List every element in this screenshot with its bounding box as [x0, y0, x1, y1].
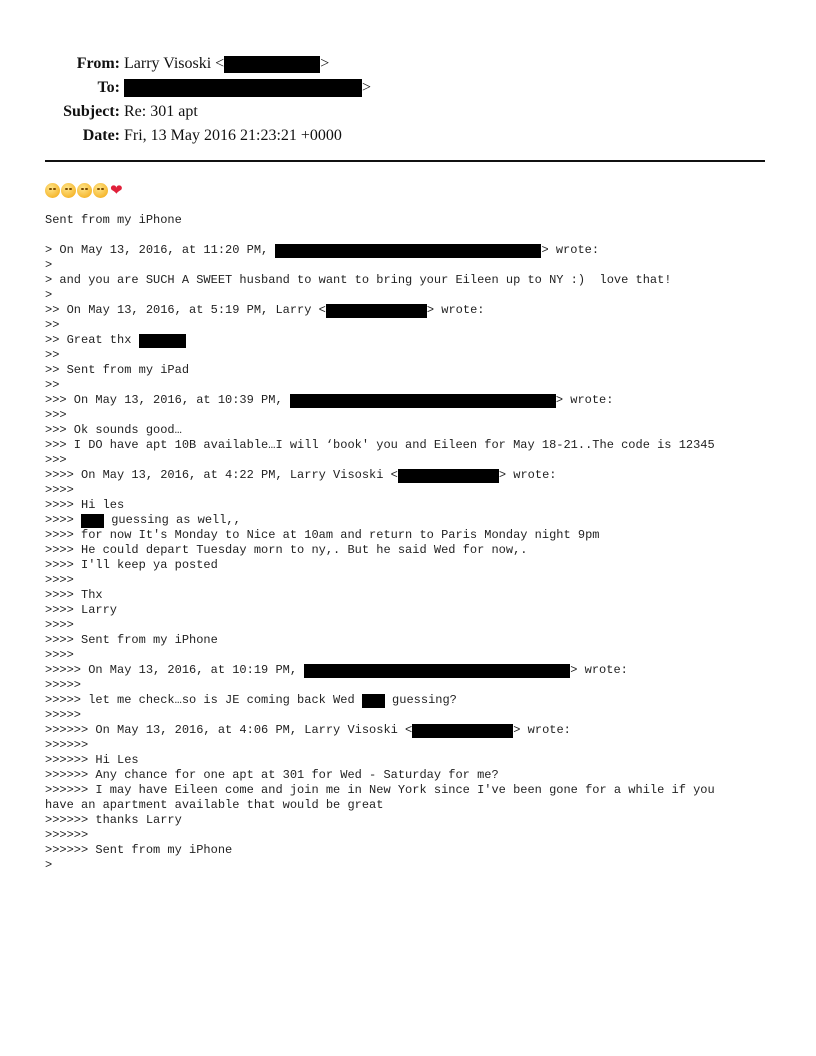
name-redaction	[81, 514, 104, 528]
name-redaction	[139, 334, 186, 348]
body-line: >>>>	[45, 648, 74, 662]
body-line: >>>>> On May 13, 2016, at 10:19 PM, > wrote:	[45, 663, 628, 677]
body-line: >>>>>> Sent from my iPhone	[45, 843, 233, 857]
from-close-bracket: >	[320, 55, 330, 72]
body-line: >>>>	[45, 618, 74, 632]
subject-value: Re: 301 apt	[124, 103, 198, 120]
body-line: >>>>>>	[45, 738, 89, 752]
body-line: >>>>>> thanks Larry	[45, 813, 182, 827]
body-line: >> Great thx	[45, 333, 715, 348]
body-line: >>>> Larry	[45, 603, 118, 617]
body-line: >>>>>> I may have Eileen come and join me in New York since I've been gone for a while if you	[45, 783, 715, 797]
body-line: >>>>	[45, 483, 74, 497]
body-line: > On May 13, 2016, at 11:20 PM, > wrote:	[45, 243, 600, 257]
subject-row	[0, 100, 371, 124]
to-row	[0, 76, 371, 100]
email-redaction	[412, 724, 513, 738]
body-line: >>>> I'll keep ya posted	[45, 558, 218, 572]
body-line: >>>> On May 13, 2016, at 4:22 PM, Larry Visoski < > wrote:	[45, 468, 557, 482]
sender-redaction	[304, 664, 570, 678]
body-line: >>>> Thx	[45, 588, 103, 602]
from-row	[0, 52, 371, 76]
name-redaction	[362, 694, 385, 708]
body-line: >	[45, 288, 53, 302]
body-line: >>> Ok sounds good…	[45, 423, 182, 437]
email-redaction	[398, 469, 499, 483]
body-line: >>>>	[45, 573, 74, 587]
body-line: >>> I DO have apt 10B available…I will ‘book' you and Eileen for May 18-21..The code is 12345	[45, 438, 715, 452]
grinning-face-icon	[77, 183, 92, 198]
sender-redaction	[275, 244, 541, 258]
body-line: >>> On May 13, 2016, at 10:39 PM, > wrote:	[45, 393, 614, 407]
grinning-face-icon	[45, 183, 60, 198]
sender-redaction	[290, 394, 556, 408]
body-line: >>>	[45, 408, 67, 422]
date-row	[0, 124, 371, 148]
body-line: >>>> Hi les	[45, 498, 125, 512]
body-line: >>>> for now It's Monday to Nice at 10am and return to Paris Monday night 9pm	[45, 528, 600, 542]
to-recipient-redaction	[124, 79, 362, 97]
body-line: >>	[45, 318, 60, 332]
body-line: >	[45, 858, 53, 872]
subject-label: Subject:	[63, 103, 120, 120]
grinning-face-icon	[93, 183, 108, 198]
email-header	[0, 52, 371, 148]
body-line: >>>>>> Any chance for one apt at 301 for Wed - Saturday for me?	[45, 768, 499, 782]
date-label: Date:	[82, 127, 120, 144]
body-line: >> Sent from my iPad	[45, 363, 190, 377]
body-line: >>>> Sent from my iPhone	[45, 633, 218, 647]
body-line: >>>>>> Hi Les	[45, 753, 139, 767]
header-divider	[45, 160, 765, 162]
body-line: >>	[45, 348, 60, 362]
to-label: To:	[97, 79, 120, 96]
body-line	[45, 228, 715, 243]
body-line: >> On May 13, 2016, at 5:19 PM, Larry < > wrote:	[45, 303, 485, 317]
emoji-row	[45, 181, 123, 199]
body-line: > and you are SUCH A SWEET husband to want to bring your Eileen up to NY :) love that!	[45, 273, 672, 287]
to-close-bracket: >	[362, 79, 372, 96]
from-value: Larry Visoski <	[124, 55, 225, 72]
body-line: >>>>>	[45, 678, 82, 692]
from-label: From:	[76, 55, 120, 72]
email-body	[45, 213, 715, 873]
body-line: >>	[45, 378, 60, 392]
body-line: >>>>>>	[45, 828, 89, 842]
body-line: >>>>>> On May 13, 2016, at 4:06 PM, Larry Visoski < > wrote:	[45, 723, 571, 737]
from-email-redaction	[224, 56, 320, 73]
red-heart-icon: ❤	[110, 180, 123, 199]
body-line: have an apartment available that would be great	[45, 798, 384, 812]
body-line: Sent from my iPhone	[45, 213, 182, 227]
email-redaction	[326, 304, 427, 318]
body-line: >>>>> let me check…so is JE coming back Wed guessing?	[45, 693, 457, 707]
body-line: >>>> He could depart Tuesday morn to ny,. But he said Wed for now,.	[45, 543, 528, 557]
grinning-face-icon	[61, 183, 76, 198]
body-line: >>>>>	[45, 708, 82, 722]
body-line: >>>	[45, 453, 67, 467]
body-line: >	[45, 258, 53, 272]
body-line: >>>> guessing as well,,	[45, 513, 241, 527]
date-value: Fri, 13 May 2016 21:23:21 +0000	[124, 127, 342, 144]
